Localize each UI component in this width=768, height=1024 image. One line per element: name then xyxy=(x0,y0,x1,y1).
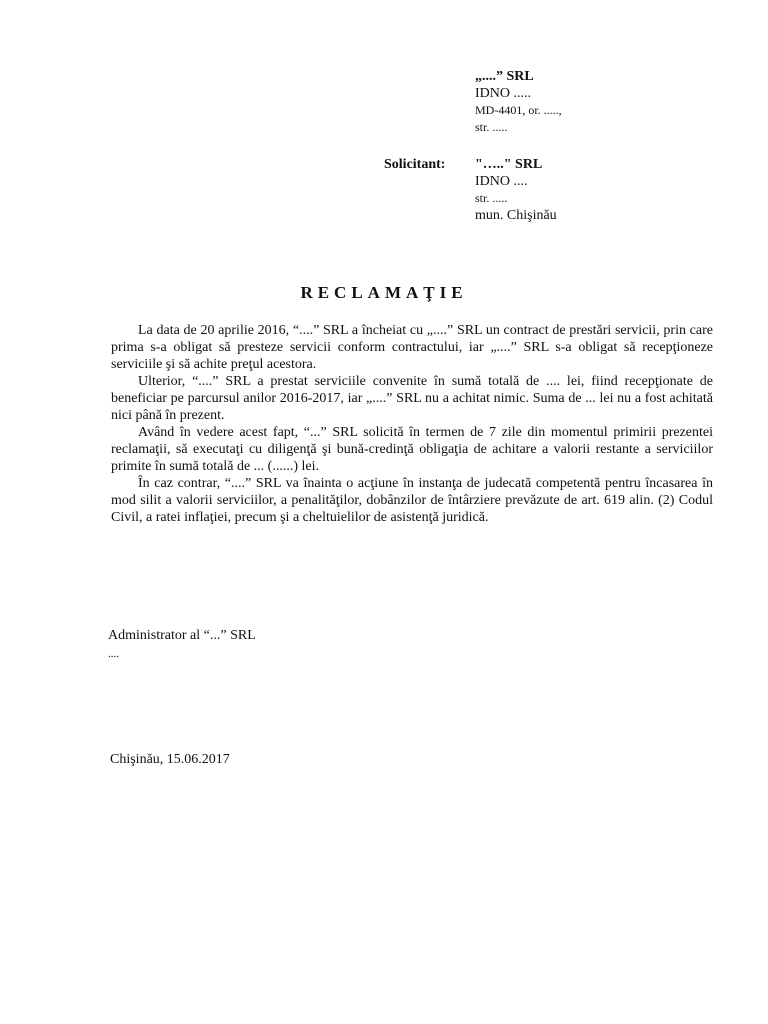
applicant-block xyxy=(475,156,557,224)
signature-name: .... xyxy=(108,648,119,660)
signature-role: Administrator al “...” SRL xyxy=(108,628,256,643)
recipient-idno: IDNO ..... xyxy=(475,86,531,101)
recipient-name: „....” SRL xyxy=(475,69,534,84)
applicant-street: str. ..... xyxy=(475,191,508,205)
applicant-idno: IDNO .... xyxy=(475,174,528,189)
recipient-block xyxy=(475,68,562,136)
signature-block xyxy=(108,627,256,663)
applicant-label: Solicitant: xyxy=(384,157,446,172)
recipient-street: str. ..... xyxy=(475,120,508,134)
paragraph-request: Având în vedere acest fapt, “...” SRL solicită în termen de 7 zile din momentul primirii prezentei reclamaţii, să executaţi cu diligenţă şi bună-credinţă obligaţia de achitare a valorii restante a serviciilor primite în sumă totală de ... (......) lei. xyxy=(111,425,713,474)
document-title: RECLAMAŢIE xyxy=(300,283,468,302)
applicant-name: "….." SRL xyxy=(475,157,543,172)
paragraph-consequence: În caz contrar, “....” SRL va înainta o acţiune în instanţa de judecată competentă pentru încasarea în mod silit a valorii serviciilor, a penalităţilor, dobânzilor de întârziere prevăzute de art. 619 alin. (2) Codul Civil, a ratei inflaţiei, precum şi a cheltuielilor de asistenţă juridică. xyxy=(111,476,713,525)
document-body xyxy=(111,322,713,526)
paragraph-contract: La data de 20 aprilie 2016, “....” SRL a încheiat cu „....” SRL un contract de prestări servicii, prin care prima s-a obligat să presteze servicii conform contractului, iar „....” SRL s-a obligat să recepţioneze serviciile şi să achite preţul acestora. xyxy=(111,323,713,372)
paragraph-services: Ulterior, “....” SRL a prestat serviciile convenite în sumă totală de .... lei, fiind recepţionate de beneficiar pe parcursul anilor 2016-2017, iar „....” SRL nu a achitat nimic. Suma de ... lei nu a fost achitată nici până în prezent. xyxy=(111,374,713,423)
applicant-city: mun. Chişinău xyxy=(475,208,557,223)
recipient-address: MD-4401, or. ....., xyxy=(475,103,562,117)
place-date: Chişinău, 15.06.2017 xyxy=(110,752,230,767)
